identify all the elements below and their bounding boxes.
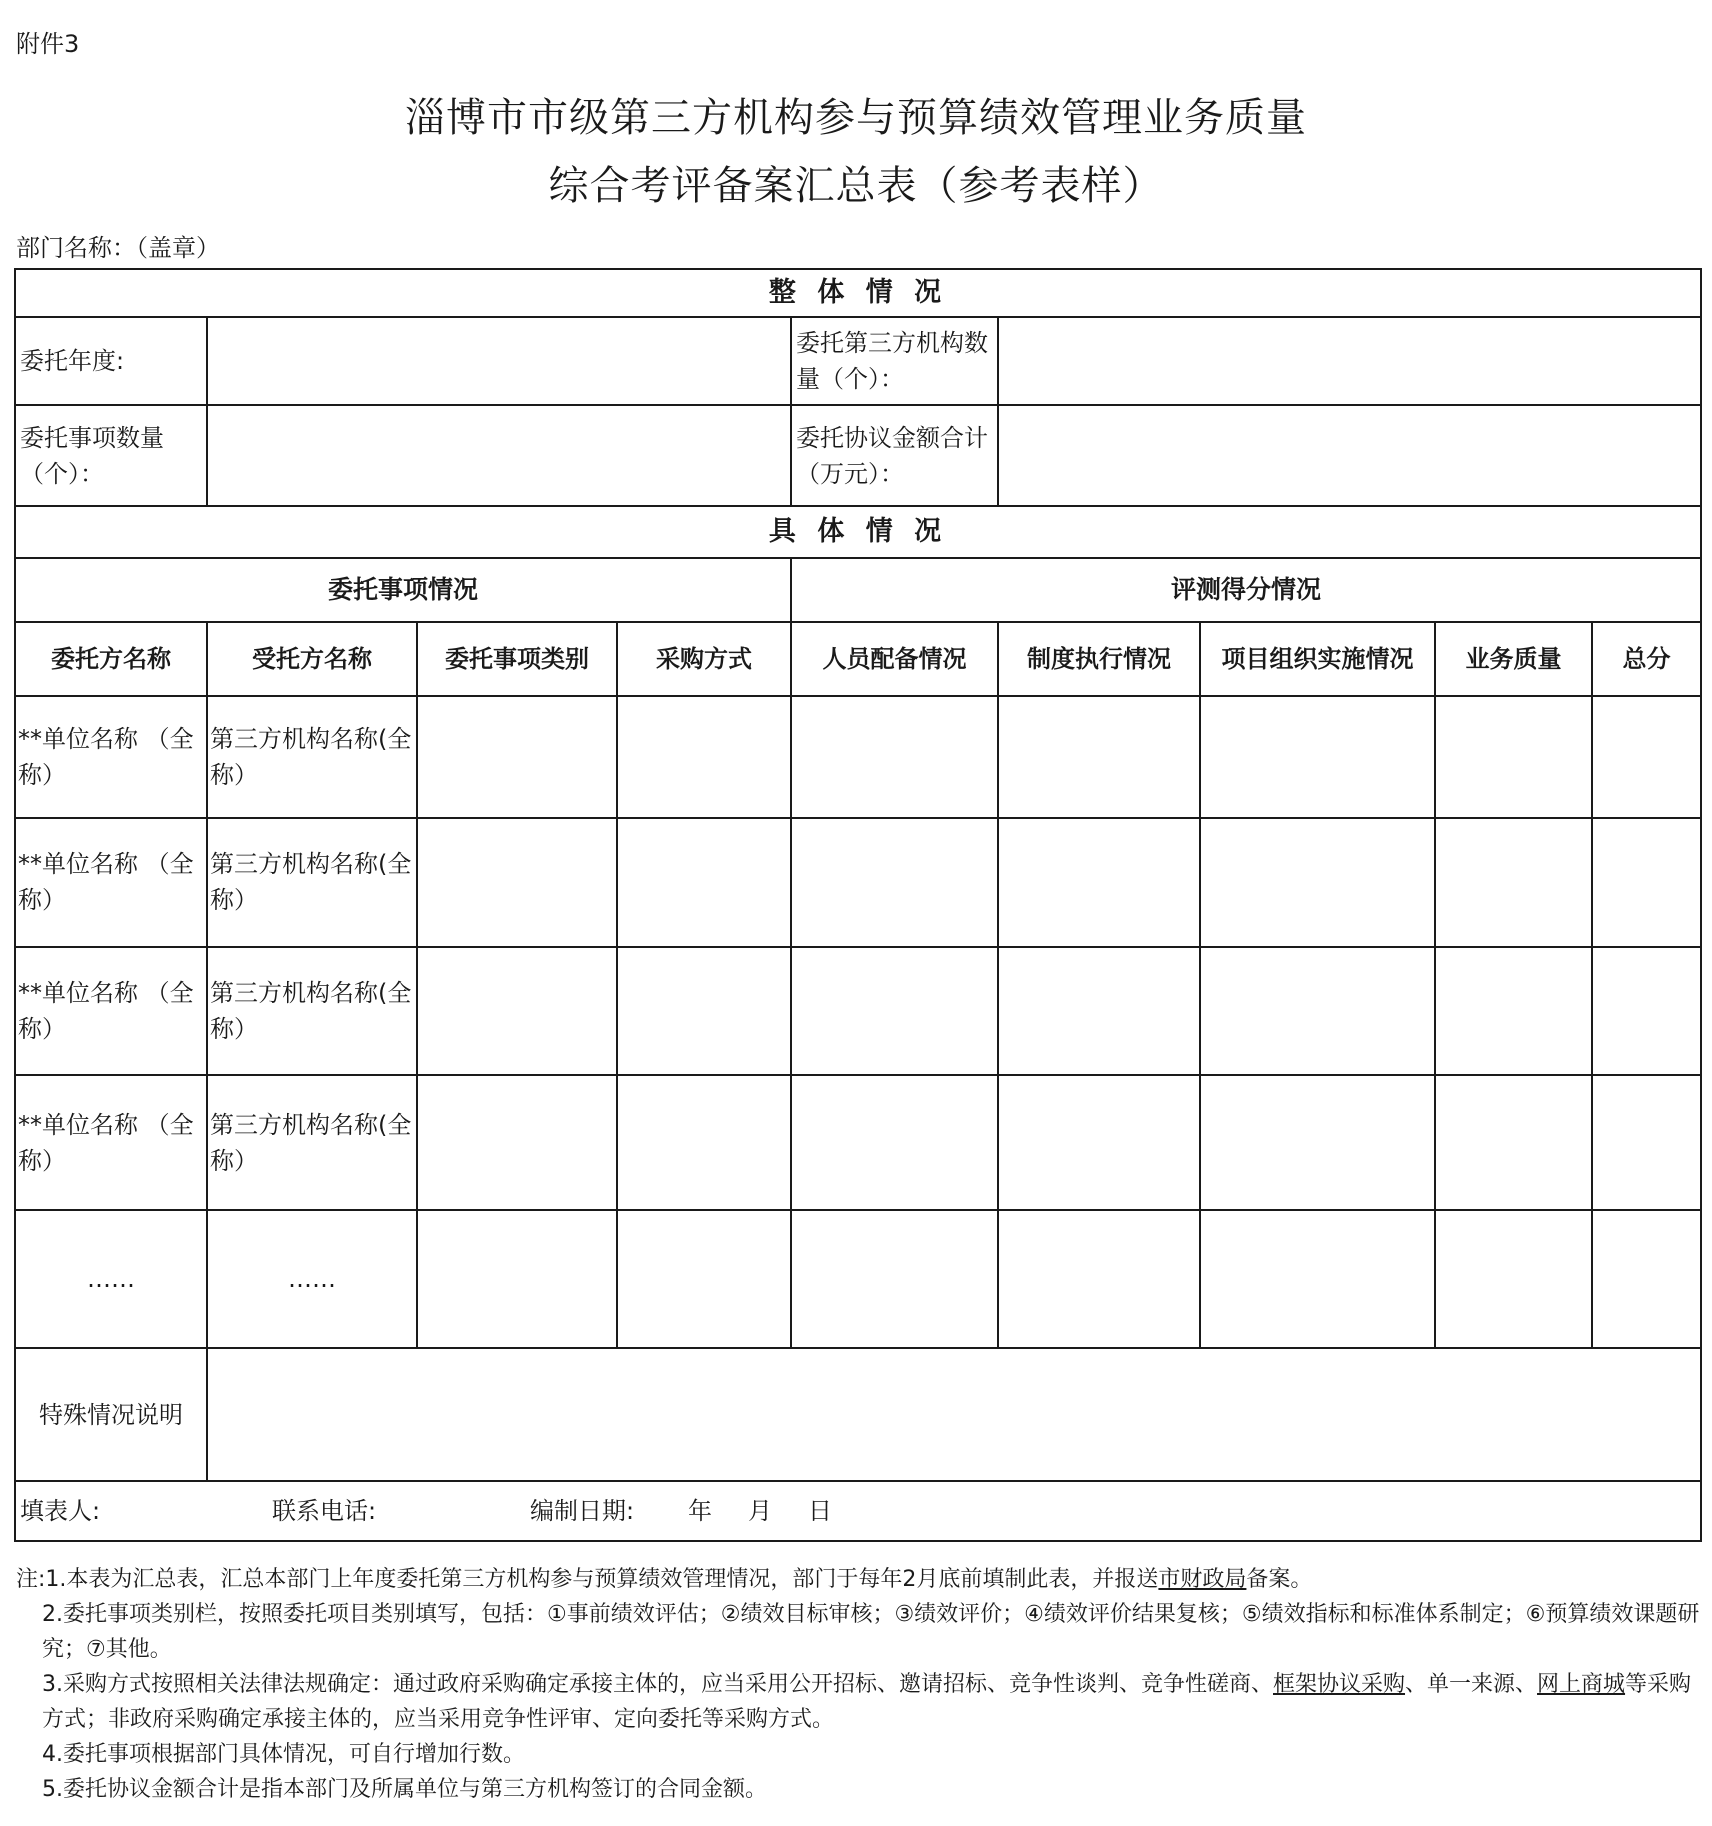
project-implementation-cell[interactable] [1200, 1210, 1435, 1348]
table-row [15, 1075, 1701, 1209]
client-name-cell: **单位名称 （全称） [15, 818, 207, 947]
col-header-item-category: 委托事项类别 [417, 622, 617, 696]
note-2: 2.委托事项类别栏，按照委托项目类别填写，包括：①事前绩效评估；②绩效目标审核；③绩效评价；④绩效评价结果复核；⑤绩效指标和标准体系制定；⑥预算绩效课题研究；⑦其他。 [42, 1602, 1700, 1662]
total-score-cell[interactable] [1592, 1210, 1701, 1348]
project-implementation-cell[interactable] [1200, 818, 1435, 947]
phone-label: 联系电话: [272, 1496, 377, 1525]
note-3-underlined-online-mall: 网上商城 [1537, 1672, 1626, 1697]
business-quality-cell[interactable] [1435, 947, 1592, 1075]
trustee-name-cell: 第三方机构名称(全称） [207, 947, 417, 1075]
total-score-cell[interactable] [1592, 696, 1701, 817]
table-row [15, 1210, 1701, 1348]
section-overall-heading: 整 体 情 况 [15, 269, 1701, 317]
table-row [15, 696, 1701, 817]
department-label: 部门名称：（盖章） [16, 234, 220, 262]
item-category-cell[interactable] [417, 818, 617, 947]
item-count-field[interactable] [207, 405, 791, 505]
system-execution-cell[interactable] [998, 947, 1200, 1075]
business-quality-cell[interactable] [1435, 818, 1592, 947]
page-title-line2: 综合考评备案汇总表（参考表样） [548, 163, 1164, 209]
trustee-name-cell: 第三方机构名称(全称） [207, 1075, 417, 1209]
client-name-cell: **单位名称 （全称） [15, 696, 207, 817]
total-score-cell[interactable] [1592, 818, 1701, 947]
note-1-underlined: 市财政局 [1158, 1567, 1247, 1592]
procurement-cell[interactable] [617, 696, 791, 817]
client-name-cell: **单位名称 （全称） [15, 947, 207, 1075]
client-name-cell: **单位名称 （全称） [15, 1075, 207, 1209]
table-row [15, 947, 1701, 1075]
trustee-name-cell: 第三方机构名称(全称） [207, 696, 417, 817]
org-count-label: 委托第三方机构数量（个）： [791, 317, 998, 405]
item-category-cell[interactable] [417, 1210, 617, 1348]
procurement-cell[interactable] [617, 1210, 791, 1348]
project-implementation-cell[interactable] [1200, 1075, 1435, 1209]
item-category-cell[interactable] [417, 1075, 617, 1209]
item-category-cell[interactable] [417, 947, 617, 1075]
system-execution-cell[interactable] [998, 1210, 1200, 1348]
date-label: 编制日期: [530, 1496, 635, 1525]
system-execution-cell[interactable] [998, 1075, 1200, 1209]
col-header-client: 委托方名称 [15, 622, 207, 696]
note-1: 注:1.本表为汇总表，汇总本部门上年度委托第三方机构参与预算绩效管理情况，部门于每年2月底前填制此表，并报送市财政局备案。 [16, 1567, 1313, 1592]
filler-label: 填表人: [20, 1496, 101, 1525]
date-month-label: 月 [748, 1496, 772, 1525]
business-quality-cell[interactable] [1435, 696, 1592, 817]
section-specific-heading: 具 体 情 况 [15, 506, 1701, 558]
col-header-trustee: 受托方名称 [207, 622, 417, 696]
trustee-name-cell: 第三方机构名称(全称） [207, 818, 417, 947]
business-quality-cell[interactable] [1435, 1075, 1592, 1209]
table-row [15, 818, 1701, 947]
procurement-cell[interactable] [617, 947, 791, 1075]
staffing-cell[interactable] [791, 1210, 998, 1348]
note-3: 3.采购方式按照相关法律法规确定：通过政府采购确定承接主体的，应当采用公开招标、邀请招标、竞争性谈判、竞争性磋商、框架协议采购、单一来源、网上商城等采购方式；非政府采购确定承接主体的，应当采用竞争性评审、定向委托等采购方式。 [42, 1672, 1692, 1732]
item-count-label: 委托事项数量（个）： [15, 405, 207, 505]
year-field[interactable] [207, 317, 791, 405]
col-header-project-implementation: 项目组织实施情况 [1200, 622, 1435, 696]
date-year-label: 年 [688, 1496, 712, 1525]
group-entrusted-items: 委托事项情况 [15, 558, 791, 622]
staffing-cell[interactable] [791, 947, 998, 1075]
group-evaluation-scores: 评测得分情况 [791, 558, 1701, 622]
special-notes-label: 特殊情况说明 [15, 1348, 207, 1480]
procurement-cell[interactable] [617, 1075, 791, 1209]
year-label: 委托年度: [15, 317, 207, 405]
footer-row [15, 1481, 1701, 1541]
client-name-cell: …… [15, 1210, 207, 1348]
col-header-total-score: 总分 [1592, 622, 1701, 696]
amount-field[interactable] [998, 405, 1701, 505]
page-title-line1: 淄博市市级第三方机构参与预算绩效管理业务质量 [405, 95, 1307, 141]
amount-label: 委托协议金额合计（万元）： [791, 405, 998, 505]
staffing-cell[interactable] [791, 696, 998, 817]
attachment-label: 附件3 [16, 30, 80, 58]
project-implementation-cell[interactable] [1200, 696, 1435, 817]
col-header-business-quality: 业务质量 [1435, 622, 1592, 696]
procurement-cell[interactable] [617, 818, 791, 947]
org-count-field[interactable] [998, 317, 1701, 405]
special-notes-field[interactable] [207, 1348, 1701, 1480]
summary-form-table [14, 268, 1702, 1542]
note-3-underlined-framework: 框架协议采购 [1273, 1672, 1406, 1697]
system-execution-cell[interactable] [998, 696, 1200, 817]
col-header-staffing: 人员配备情况 [791, 622, 998, 696]
staffing-cell[interactable] [791, 818, 998, 947]
total-score-cell[interactable] [1592, 1075, 1701, 1209]
col-header-procurement: 采购方式 [617, 622, 791, 696]
item-category-cell[interactable] [417, 696, 617, 817]
col-header-system-execution: 制度执行情况 [998, 622, 1200, 696]
notes-section [16, 1562, 1706, 1807]
staffing-cell[interactable] [791, 1075, 998, 1209]
business-quality-cell[interactable] [1435, 1210, 1592, 1348]
date-day-label: 日 [808, 1496, 832, 1525]
project-implementation-cell[interactable] [1200, 947, 1435, 1075]
trustee-name-cell: …… [207, 1210, 417, 1348]
total-score-cell[interactable] [1592, 947, 1701, 1075]
system-execution-cell[interactable] [998, 818, 1200, 947]
note-5: 5.委托协议金额合计是指本部门及所属单位与第三方机构签订的合同金额。 [42, 1777, 767, 1802]
note-4: 4.委托事项根据部门具体情况，可自行增加行数。 [42, 1742, 525, 1767]
